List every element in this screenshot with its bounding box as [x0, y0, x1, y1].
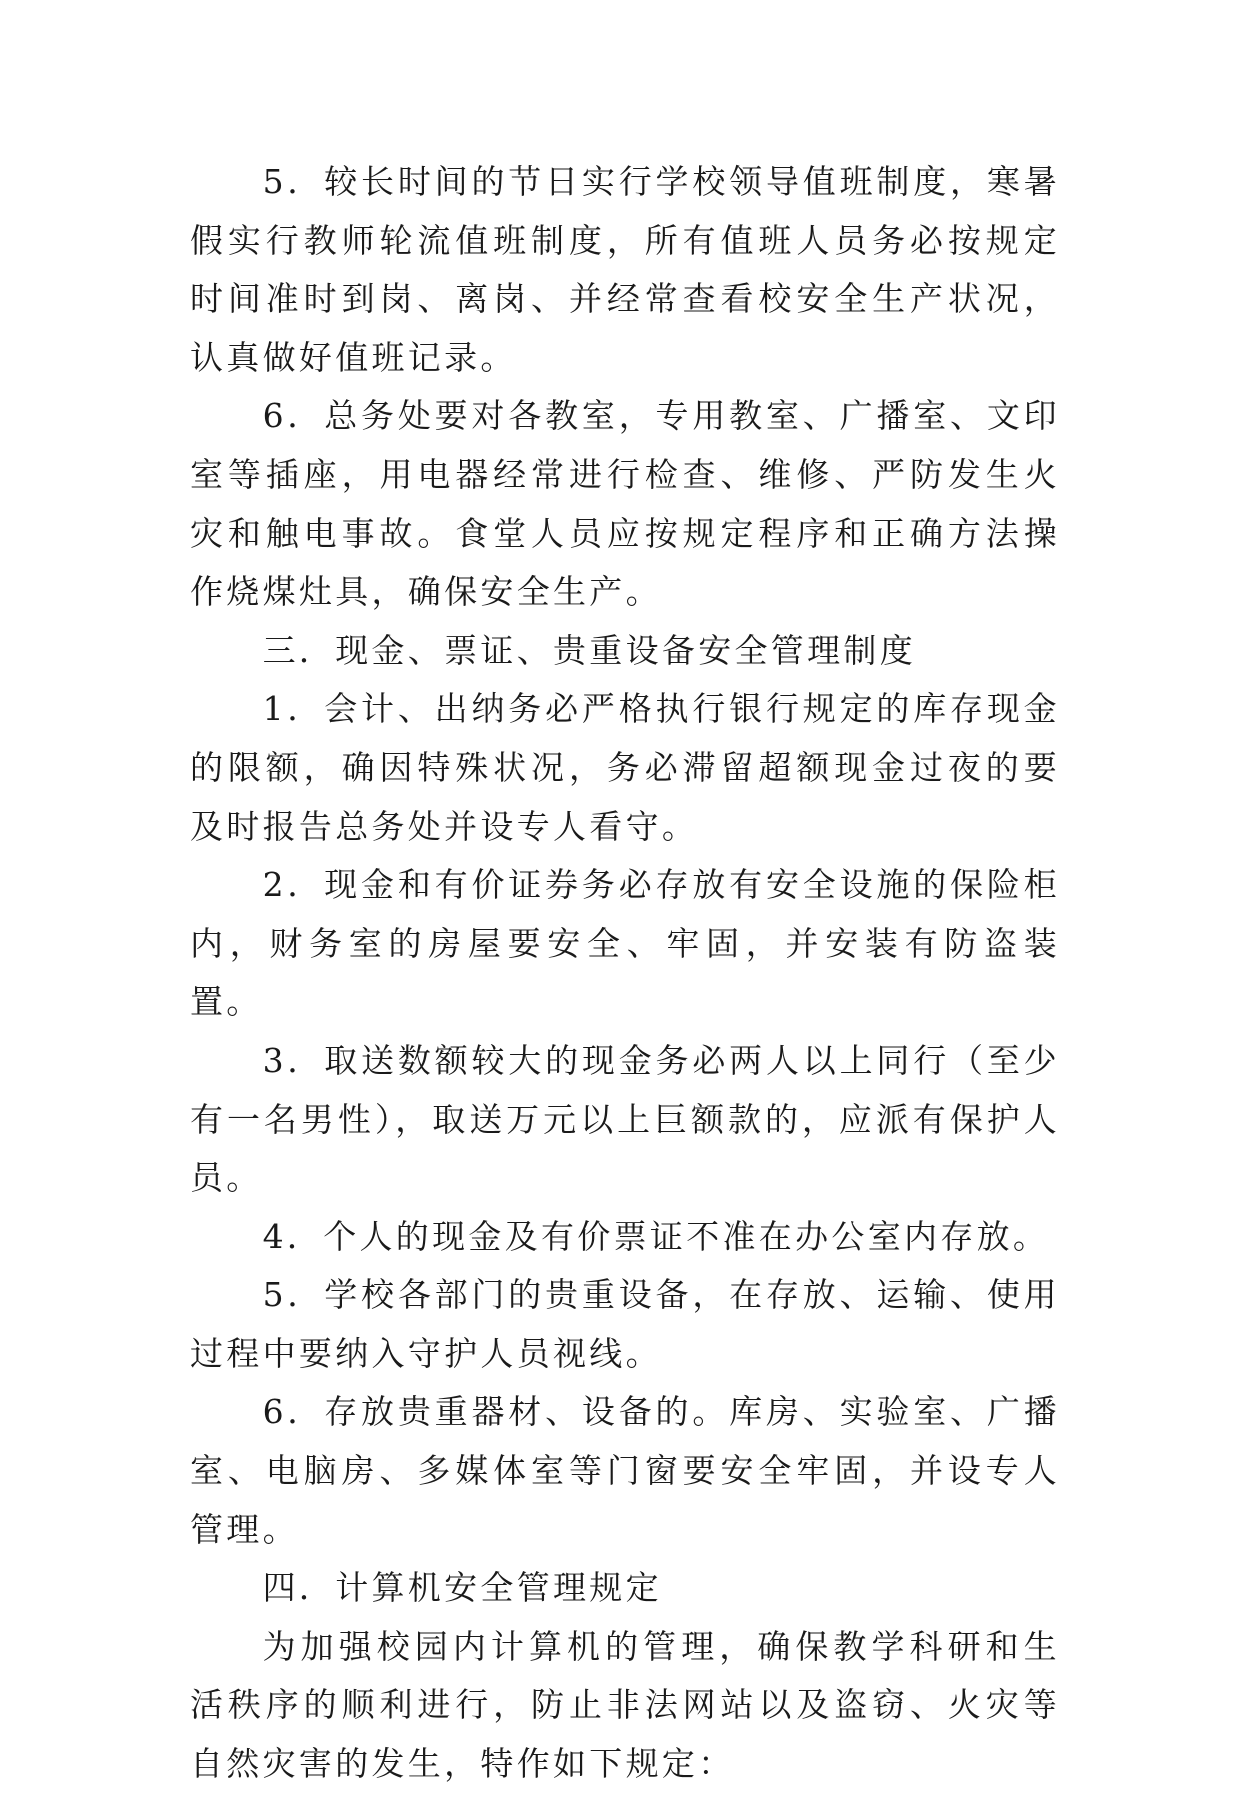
paragraph-storage-rooms: 6．存放贵重器材、设备的。库房、实验室、广播室、电脑房、多媒体室等门窗要安全牢固，并设专人管理。: [190, 1392, 1060, 1549]
section-heading-cash-security: 三．现金、票证、贵重设备安全管理制度: [262, 630, 916, 670]
paragraph-valuable-equipment: 5．学校各部门的贵重设备，在存放、运输、使用过程中要纳入守护人员视线。: [190, 1275, 1060, 1373]
paragraph-holiday-duty: 5．较长时间的节日实行学校领导值班制度，寒暑假实行教师轮流值班制度，所有值班人员务必按规定时间准时到岗、离岗、并经常查看校安全生产状况，认真做好值班记录。: [190, 162, 1060, 377]
paragraph-computer-intro: 为加强校园内计算机的管理，确保教学科研和生活秩序的顺利进行，防止非法网站以及盗窃、火灾等自然灾害的发生，特作如下规定：: [190, 1626, 1060, 1784]
document-body: [190, 153, 1060, 1794]
paragraph-cash-limit: 1．会计、出纳务必严格执行银行规定的库存现金的限额，确因特殊状况，务必滞留超额现金过夜的要及时报告总务处并设专人看守。: [190, 689, 1060, 846]
paragraph-cash-transport: 3．取送数额较大的现金务必两人以上同行（至少有一名男性），取送万元以上巨额款的，应派有保护人员。: [190, 1040, 1060, 1198]
paragraph-electrical-inspection: 6．总务处要对各教室，专用教室、广播室、文印室等插座，用电器经常进行检查、维修、严防发生火灾和触电事故。食堂人员应按规定程序和正确方法操作烧煤灶具，确保安全生产。: [190, 396, 1060, 612]
paragraph-safe-storage: 2．现金和有价证券务必存放有安全设施的保险柜内，财务室的房屋要安全、牢固，并安装有防盗装置。: [190, 865, 1060, 1022]
paragraph-personal-cash: 4．个人的现金及有价票证不准在办公室内存放。: [262, 1216, 1050, 1256]
section-heading-computer-security: 四．计算机安全管理规定: [262, 1568, 662, 1608]
